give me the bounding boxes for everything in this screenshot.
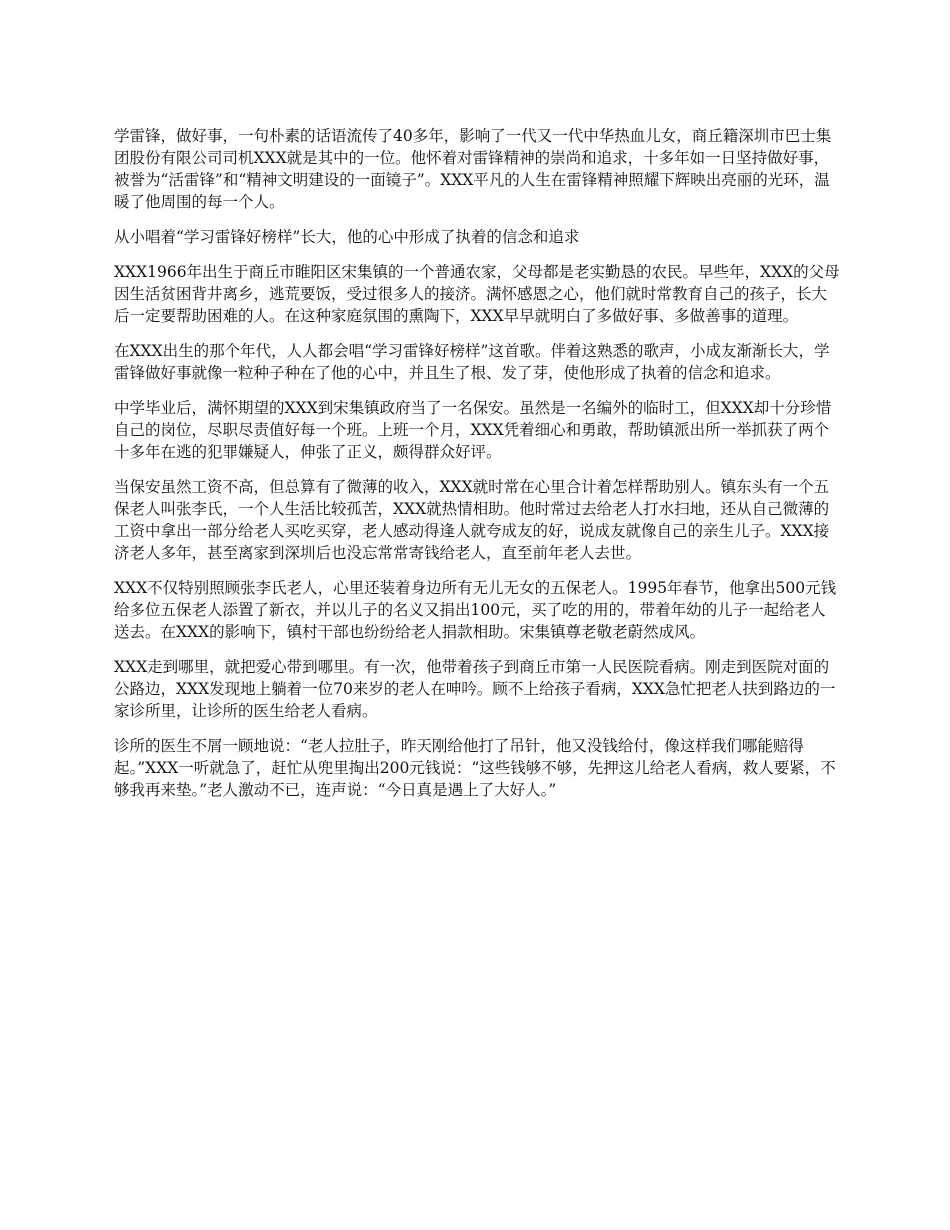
paragraph-section-heading: 从小唱着“学习雷锋好榜样”长大，他的心中形成了执着的信念和追求 xyxy=(114,228,580,246)
paragraph-intro: 学雷锋，做好事，一句朴素的话语流传了40多年，影响了一代又一代中华热血儿女，商丘籍深圳市巴士集团股份有限公司司机XXX就是其中的一位。他怀着对雷锋精神的崇尚和追求，十多年如一日坚持做好事，被誉为“活雷锋”和“精神文明建设的一面镜子”。XXX平凡的人生在雷锋精神照耀下辉映出亮丽的光环，温暖了他周围的每一个人。 xyxy=(114,127,832,211)
paragraph-security-guard: 中学毕业后，满怀期望的XXX到宋集镇政府当了一名保安。虽然是一名编外的临时工，但XXX却十分珍惜自己的岗位，尽职尽责值好每一个班。上班一个月，XXX凭着细心和勇敢，帮助镇派出所一举抓获了两个十多年在逃的犯罪嫌疑人，伸张了正义，颇得群众好评。 xyxy=(114,399,832,461)
paragraph-song: 在XXX出生的那个年代，人人都会唱“学习雷锋好榜样”这首歌。伴着这熟悉的歌声，小成友渐渐长大，学雷锋做好事就像一粒种子种在了他的心中，并且生了根、发了芽，使他形成了执着的信念和追求。 xyxy=(114,342,830,382)
paragraph-donation: XXX不仅特别照顾张李氏老人，心里还装着身边所有无儿无女的五保老人。1995年春节，他拿出500元钱给多位五保老人添置了新衣，并以儿子的名义又捐出100元，买了吃的用的，带着年幼的儿子一起给老人送去。在XXX的影响下，镇村干部也纷纷给老人捐款相助。宋集镇尊老敬老蔚然成风。 xyxy=(114,579,837,641)
document-body xyxy=(114,125,840,814)
paragraph-clinic: 诊所的医生不屑一顾地说：“老人拉肚子，昨天刚给他打了吊针，他又没钱给付，像这样我们哪能赔得起。”XXX一听就急了，赶忙从兜里掏出200元钱说：“这些钱够不够，先押这儿给老人看病，救人要紧，不够我再来垫。”老人激动不已，连声说：“今日真是遇上了大好人。” xyxy=(114,737,836,799)
paragraph-elderly-care: 当保安虽然工资不高，但总算有了微薄的收入，XXX就时常在心里合计着怎样帮助别人。镇东头有一个五保老人叫张李氏，一个人生活比较孤苦，XXX就热情相助。他时常过去给老人打水扫地，还从自己微薄的工资中拿出一部分给老人买吃买穿，老人感动得逢人就夸成友的好，说成友就像自己的亲生儿子。XXX接济老人多年，甚至离家到深圳后也没忘常常寄钱给老人，直至前年老人去世。 xyxy=(114,478,830,562)
paragraph-birth-family: XXX1966年出生于商丘市睢阳区宋集镇的一个普通农家，父母都是老实勤恳的农民。早些年，XXX的父母因生活贫困背井离乡，逃荒要饭，受过很多人的接济。满怀感恩之心，他们就时常教育自己的孩子，长大后一定要帮助困难的人。在这种家庭氛围的熏陶下，XXX早早就明白了多做好事、多做善事的道理。 xyxy=(114,263,840,325)
paragraph-hospital: XXX走到哪里，就把爱心带到哪里。有一次，他带着孩子到商丘市第一人民医院看病。刚走到医院对面的公路边，XXX发现地上躺着一位70来岁的老人在呻吟。顾不上给孩子看病，XXX急忙把老人扶到路边的一家诊所里，让诊所的医生给老人看病。 xyxy=(114,658,836,720)
